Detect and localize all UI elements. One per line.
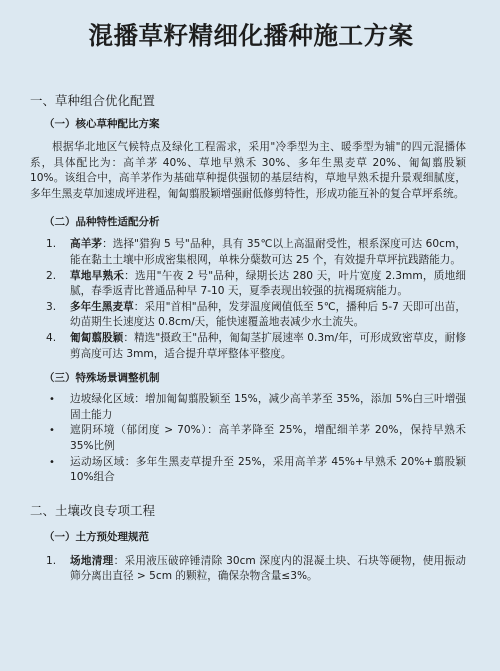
- list-item: [30, 269, 466, 300]
- subsection-heading-1-3: （三）特殊场景调整机制: [44, 372, 160, 385]
- document-title: 混播草籽精细化播种施工方案: [88, 21, 414, 50]
- variety-list: [30, 237, 466, 362]
- item-label: 匍匐翦股颖: [70, 331, 124, 344]
- item-text: 边坡绿化区域：增加匍匐翦股颖至 15%，减少高羊茅至 35%，添加 5%白三叶增强固土能力: [70, 393, 466, 421]
- list-item: [30, 237, 466, 268]
- list-number: 3.: [46, 300, 57, 313]
- list-number: 4.: [46, 331, 57, 344]
- bullet-dot: •: [49, 456, 55, 468]
- item-label: 场地清理: [70, 554, 114, 567]
- list-item: [30, 300, 466, 331]
- item-text: ：采用"首相"品种，发芽温度阈值低至 5℃，播种后 5-7 天即可出苗，幼苗期生长速度达 0.8cm/天，能快速覆盖地表减少水土流失。: [70, 300, 467, 329]
- section-heading-2: 二、土壤改良专项工程: [30, 502, 156, 518]
- item-text: ：选择"猎狗 5 号"品种，具有 35℃以上高温耐受性，根系深度可达 60cm，能在黏土土壤中形成密集根网，单株分蘖数可达 25 个，有效提升草坪抗践踏能力。: [70, 238, 466, 266]
- list-number: 1.: [46, 238, 57, 251]
- item-label: 多年生黑麦草: [70, 300, 134, 313]
- subsection-heading-2-1: （一）土方预处理规范: [44, 530, 149, 543]
- list-item: [30, 331, 466, 362]
- list-item: [30, 554, 466, 585]
- scenario-list: [30, 392, 466, 486]
- bullet-dot: •: [49, 425, 55, 437]
- list-item: [30, 392, 466, 423]
- bullet-dot: •: [49, 394, 55, 406]
- list-number: 2.: [46, 269, 57, 282]
- item-text: 运动场区域：多年生黑麦草提升至 25%，采用高羊茅 45%+早熟禾 20%+翦股颖 10%组合: [70, 455, 466, 484]
- list-item: [30, 455, 466, 486]
- item-label: 草地早熟禾: [70, 269, 125, 282]
- item-text: ：采用液压破碎锤清除 30cm 深度内的混凝土块、石块等硬物，使用振动筛分离出直径 > 5cm 的颗粒，确保杂物含量≤3%。: [70, 554, 467, 583]
- item-text: 遮阴环境（郁闭度 > 70%）：高羊茅降至 25%，增配细羊茅 20%，保持早熟禾 35%比例: [70, 424, 466, 452]
- section-heading-1: 一、草种组合优化配置: [30, 93, 156, 108]
- item-label: 高羊茅: [70, 238, 103, 251]
- subsection-heading-1-2: （二）品种特性适配分析: [44, 216, 160, 229]
- list-number: 1.: [46, 554, 57, 567]
- list-item: [30, 423, 466, 454]
- paragraph-seed-ratio: 根据华北地区气候特点及绿化工程需求，采用"冷季型为主、暖季型为辅"的四元混播体系，具体配比为：高羊茅 40%、草地早熟禾 30%、多年生黑麦草 20%、匍匐翦股颖 10%。该组合中，高羊茅作为基础草种提供强韧的基层结构，草地早熟禾提升景观细腻度，多年生黑麦草加速成坪进程，匍匐翦股颖增强耐低修剪特性，形成功能互补的复合草坪系统。: [30, 141, 466, 200]
- item-text: ：精选"摄政王"品种，匍匐茎扩展速率 0.3m/年，可形成致密草皮，耐修剪高度可达 3mm，适合提升草坪整体平整度。: [70, 331, 466, 360]
- item-text: ：选用"午夜 2 号"品种，绿期长达 280 天，叶片宽度 2.3mm，质地细腻，春季返青比普通品种早 7-10 天，夏季表现出较强的抗褐斑病能力。: [70, 269, 467, 298]
- subsection-heading-1-1: （一）核心草种配比方案: [44, 118, 160, 130]
- soil-prep-list: [30, 554, 466, 585]
